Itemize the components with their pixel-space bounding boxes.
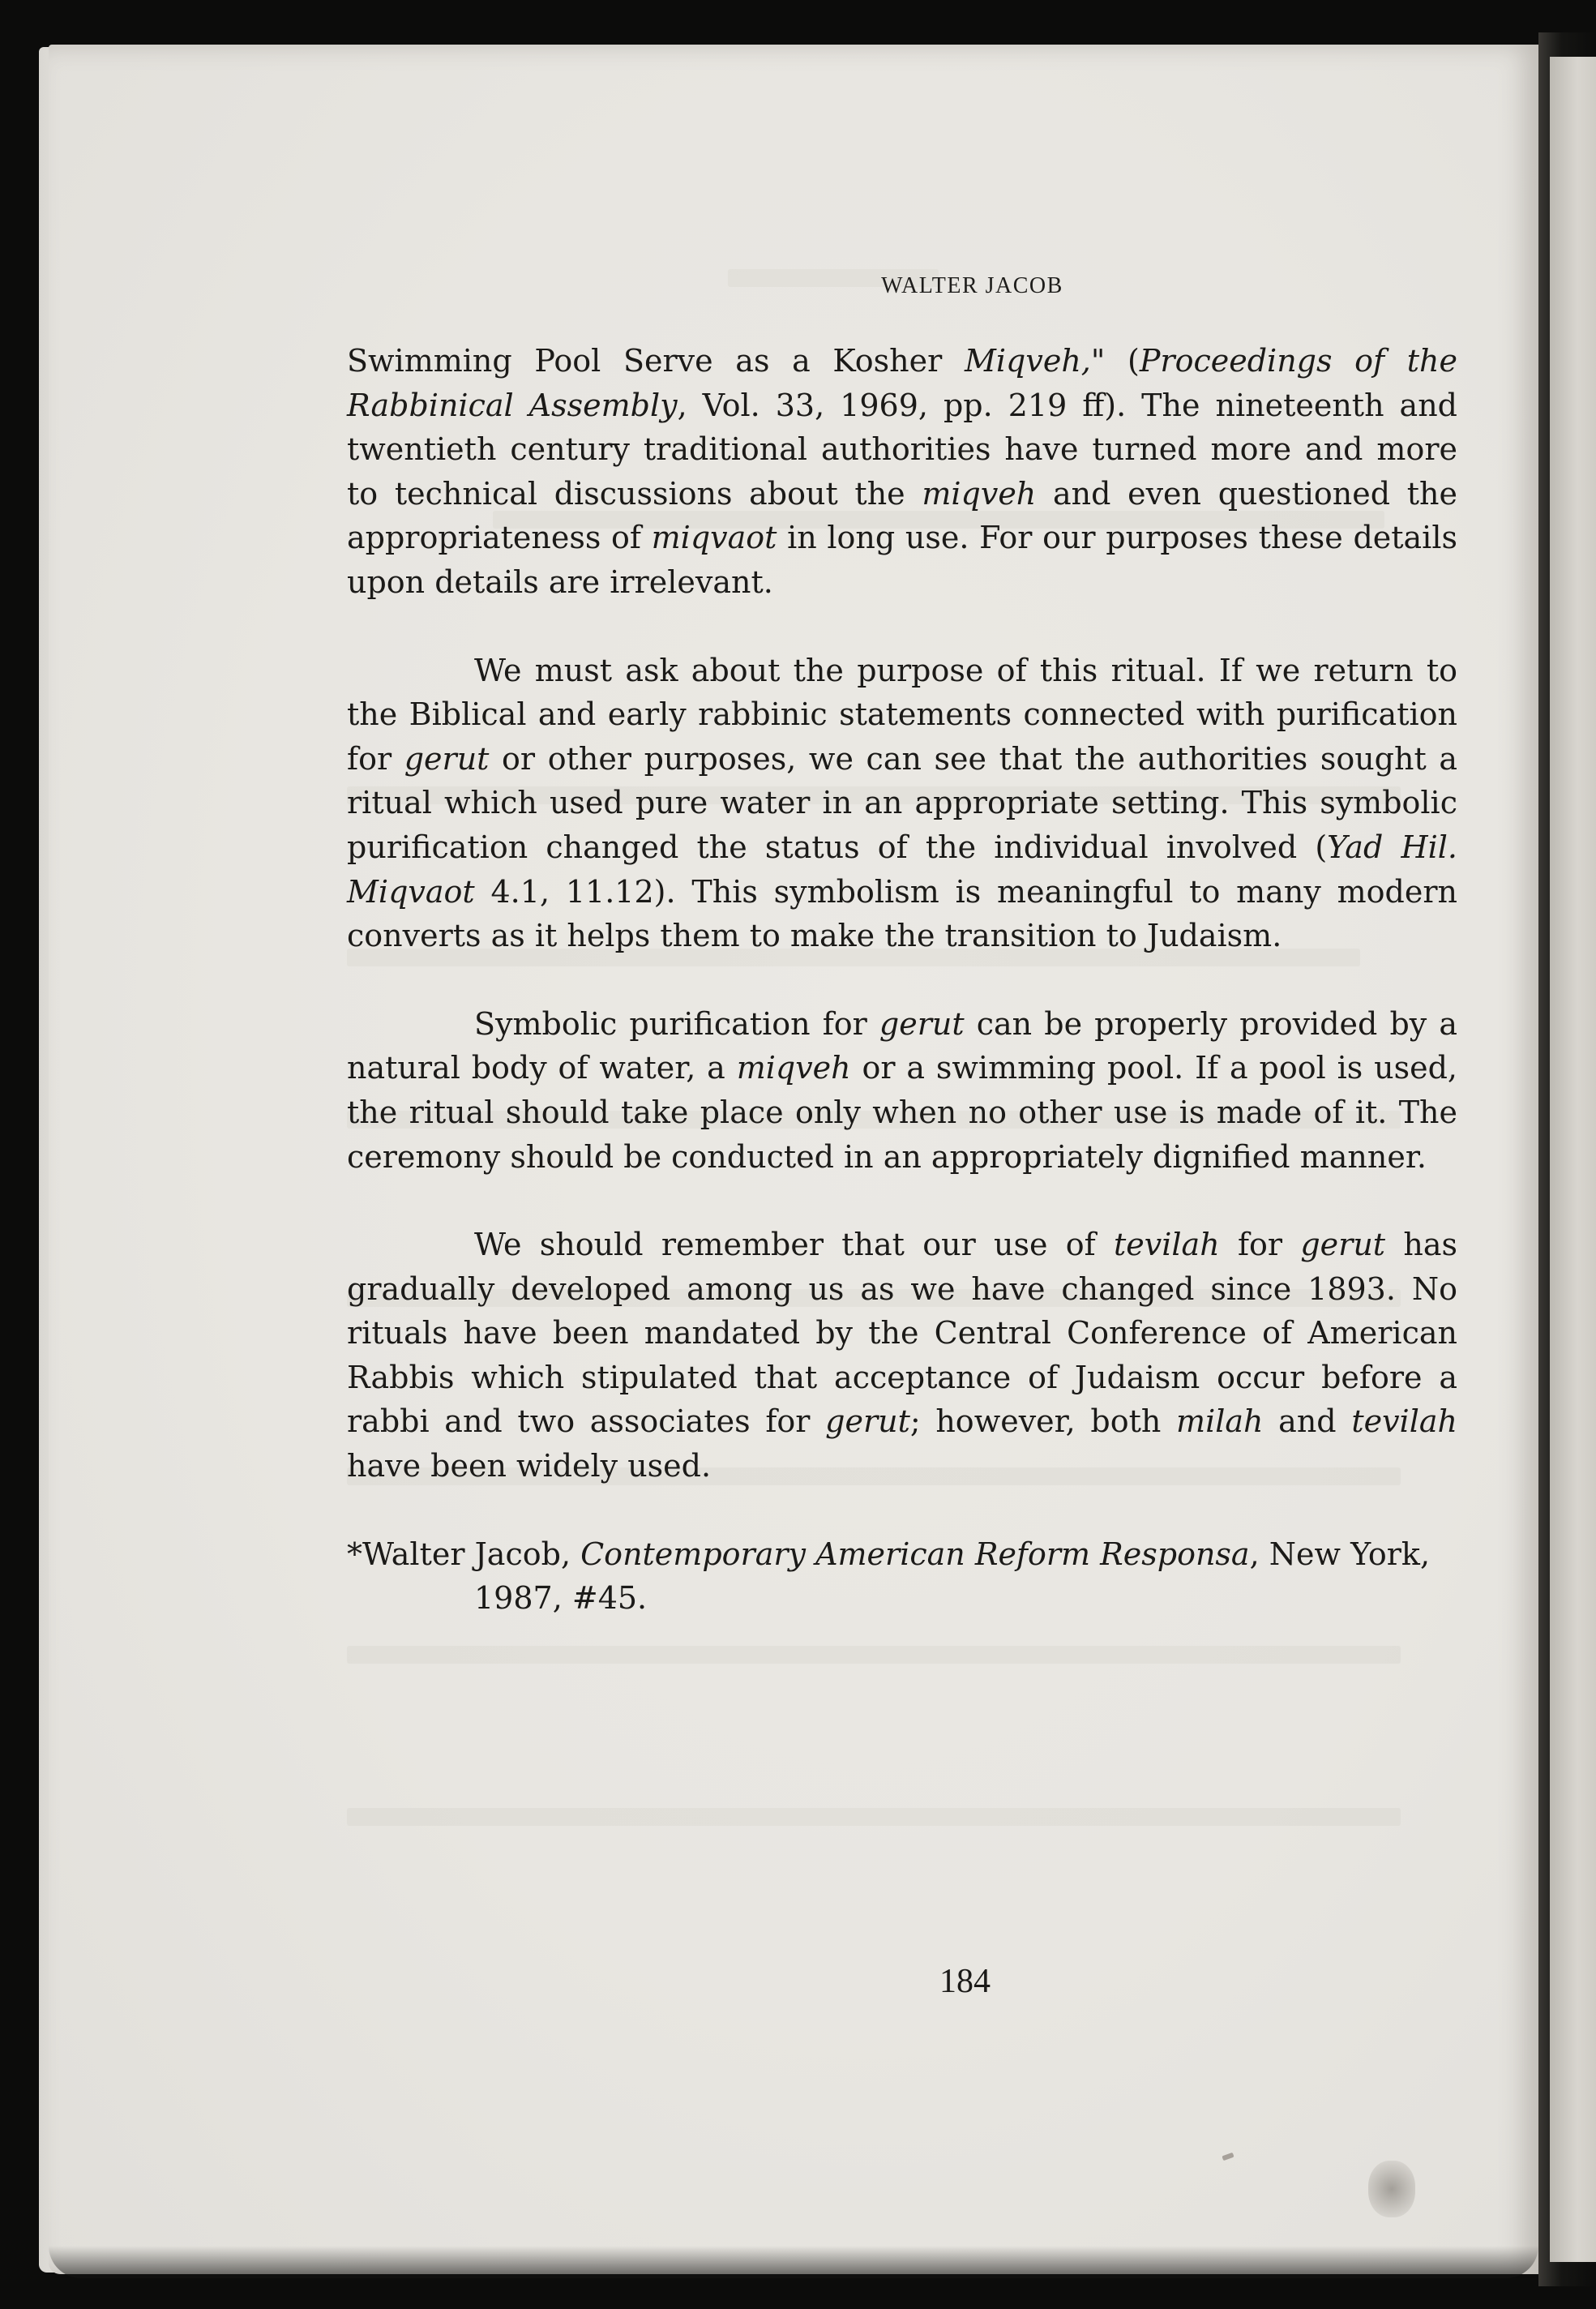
text-span: for (1219, 1227, 1301, 1263)
facing-page-edge (1550, 57, 1596, 2262)
text-span: Symbolic purification for (474, 1005, 879, 1042)
italic-term: gerut (404, 740, 490, 777)
paragraph-3 (347, 1002, 1457, 1179)
italic-term: tevilah (1114, 1227, 1220, 1263)
page-stain (1368, 2161, 1415, 2217)
footnote-citation-line: 1987, #45. (474, 1580, 648, 1617)
text-span: We must ask about the purpose of this ritual. If we return to the Biblical and early rabbinic statements connected with purification for (347, 652, 1457, 777)
page-bottom-shadow (49, 2246, 1538, 2278)
italic-term: gerut (825, 1403, 910, 1440)
text-span: or a swimming pool. If a pool is used, the ritual should take place only when no other use is made of it. The ceremony should be conducted in an appropriately dignified manner. (347, 1050, 1457, 1175)
paragraph-1 (347, 339, 1457, 605)
text-span: " ( (1090, 343, 1140, 379)
italic-term: gerut (879, 1005, 965, 1042)
text-span: and even questioned the appropriateness of (347, 475, 1457, 556)
italic-term: milah (1176, 1403, 1264, 1440)
text-span: *Walter Jacob, (347, 1536, 581, 1572)
body-text (347, 339, 1457, 1621)
running-head: WALTER JACOB (881, 273, 1063, 298)
text-span: We should remember that our use of (474, 1227, 1114, 1263)
italic-title: Proceedings of the Rabbinical Assembly (347, 343, 1457, 423)
text-span: have been widely used. (347, 1448, 712, 1484)
italic-book-title: Contemporary American Reform Responsa (580, 1536, 1250, 1572)
text-span: 4.1, 11.12). This symbolism is meaningful to many modern converts as it helps them to make the transition to Judaism. (347, 873, 1457, 954)
paragraph-2 (347, 649, 1457, 958)
text-span: in long use. For our purposes these details upon details are irrelevant. (347, 520, 1457, 600)
italic-term: miqveh (736, 1050, 851, 1086)
text-span: ; however, both (909, 1403, 1177, 1440)
text-span: and (1263, 1403, 1352, 1440)
page-number: 184 (939, 1963, 991, 2000)
italic-citation: Yad Hil. Miqvaot (347, 829, 1457, 910)
paragraph-4 (347, 1223, 1457, 1489)
italic-term: Miqveh, (964, 343, 1091, 379)
italic-term: gerut (1300, 1227, 1386, 1263)
text-span: can be properly provided by a natural body of water, a (347, 1005, 1457, 1086)
italic-term: miqvaot (651, 520, 777, 556)
text-span: has gradually developed among us as we have changed since 1893. No rituals have been mandated by the Central Conference of American Rabbis which stipulated that acceptance of Judaism occur before a rabbi and two associates for (347, 1227, 1457, 1440)
text-span: or other purposes, we can see that the authorities sought a ritual which used pure water in an appropriate setting. This symbolic purification changed the status of the individual involved ( (347, 740, 1458, 865)
footnote (347, 1532, 1457, 1621)
text-span: , New York, (1249, 1536, 1431, 1572)
italic-term: tevilah (1351, 1403, 1457, 1440)
text-span: , Vol. 33, 1969, pp. 219 ff). The nineteenth and twentieth century traditional authorities have turned more and more to technical discussions about the (347, 387, 1457, 512)
text-span: Swimming Pool Serve as a Kosher (347, 343, 965, 379)
italic-term: miqveh (922, 475, 1037, 512)
